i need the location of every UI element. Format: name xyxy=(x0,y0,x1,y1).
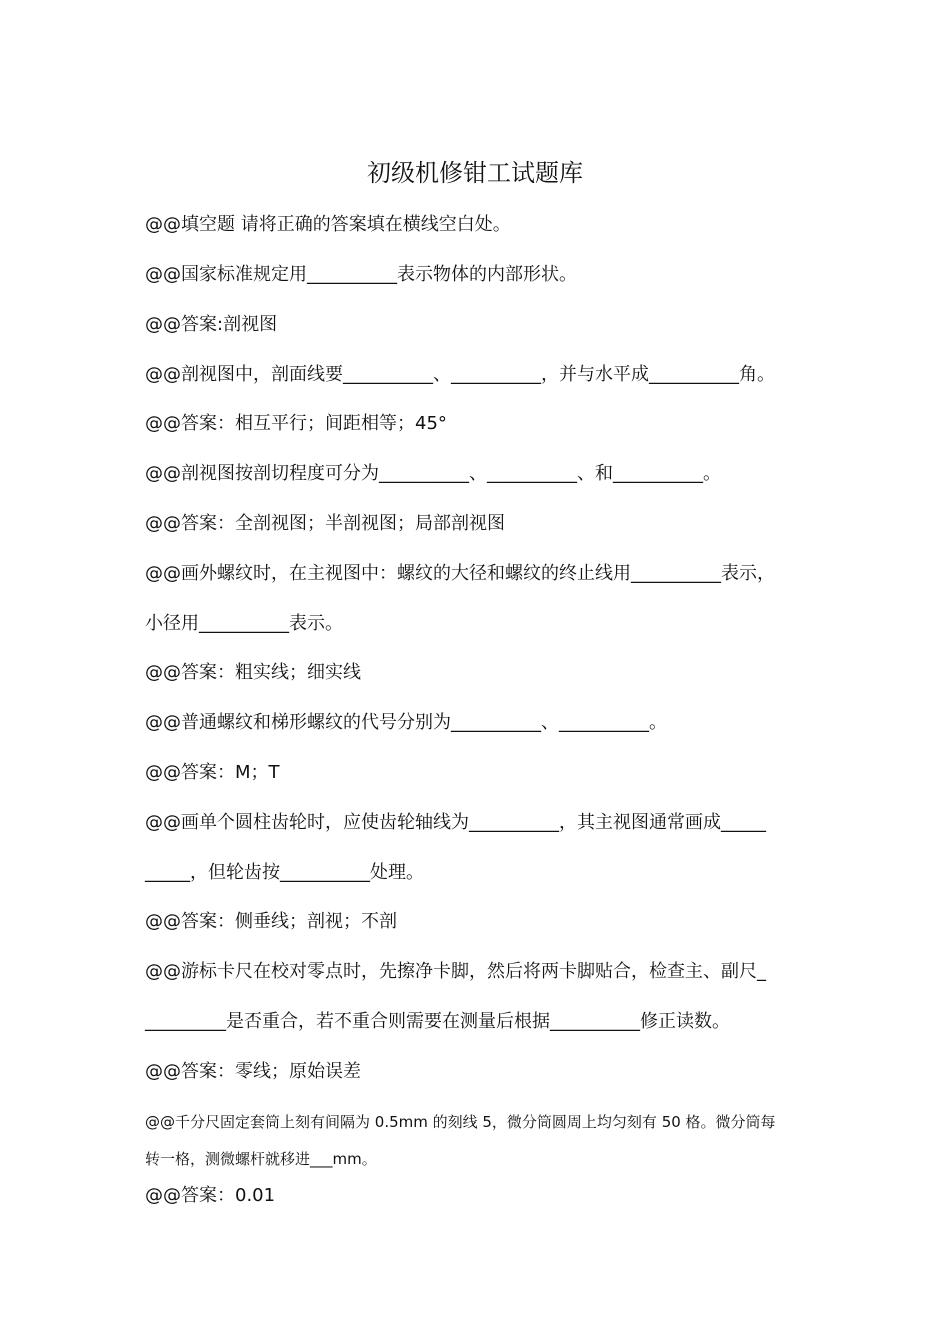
answer-line: @@答案：0.01 xyxy=(145,1185,276,1206)
question-line: @@剖视图中，剖面线要__________、__________，并与水平成__________角。 xyxy=(145,364,775,385)
document-title: 初级机修钳工试题库 xyxy=(367,159,583,187)
answer-line: @@答案：M；T xyxy=(145,762,280,783)
question-line: @@普通螺纹和梯形螺纹的代号分别为__________、__________。 xyxy=(145,712,667,733)
section-instruction: @@填空题 请将正确的答案填在横线空白处。 xyxy=(145,214,511,235)
answer-line: @@答案：零线；原始误差 xyxy=(145,1061,361,1082)
answer-line: @@答案：相互平行；间距相等；45° xyxy=(145,413,447,434)
answer-line: @@答案：粗实线；细实线 xyxy=(145,662,361,683)
question-line: @@剖视图按剖切程度可分为__________、__________、和__________。 xyxy=(145,463,721,484)
question-line: 转一格，测微螺杆就移进___mm。 xyxy=(145,1150,377,1168)
question-line: @@画单个圆柱齿轮时，应使齿轮轴线为__________，其主视图通常画成_____ xyxy=(145,812,766,833)
answer-line: @@答案：侧垂线；剖视；不剖 xyxy=(145,911,397,932)
answer-line: @@答案:剖视图 xyxy=(145,314,278,335)
question-line: @@国家标准规定用__________表示物体的内部形状。 xyxy=(145,264,577,285)
answer-line: @@答案：全剖视图；半剖视图；局部剖视图 xyxy=(145,513,505,534)
question-line: 小径用__________表示。 xyxy=(145,613,343,634)
question-line: @@游标卡尺在校对零点时，先擦净卡脚，然后将两卡脚贴合，检查主、副尺_ xyxy=(145,961,766,982)
question-line: @@千分尺固定套筒上刻有间隔为 0.5mm 的刻线 5，微分筒圆周上均匀刻有 50 格。微分筒每 xyxy=(145,1113,776,1131)
question-line: @@画外螺纹时，在主视图中：螺纹的大径和螺纹的终止线用__________表示， xyxy=(145,563,775,584)
question-line: _________是否重合，若不重合则需要在测量后根据__________修正读数。 xyxy=(145,1011,730,1032)
question-line: _____，但轮齿按__________处理。 xyxy=(145,862,424,883)
